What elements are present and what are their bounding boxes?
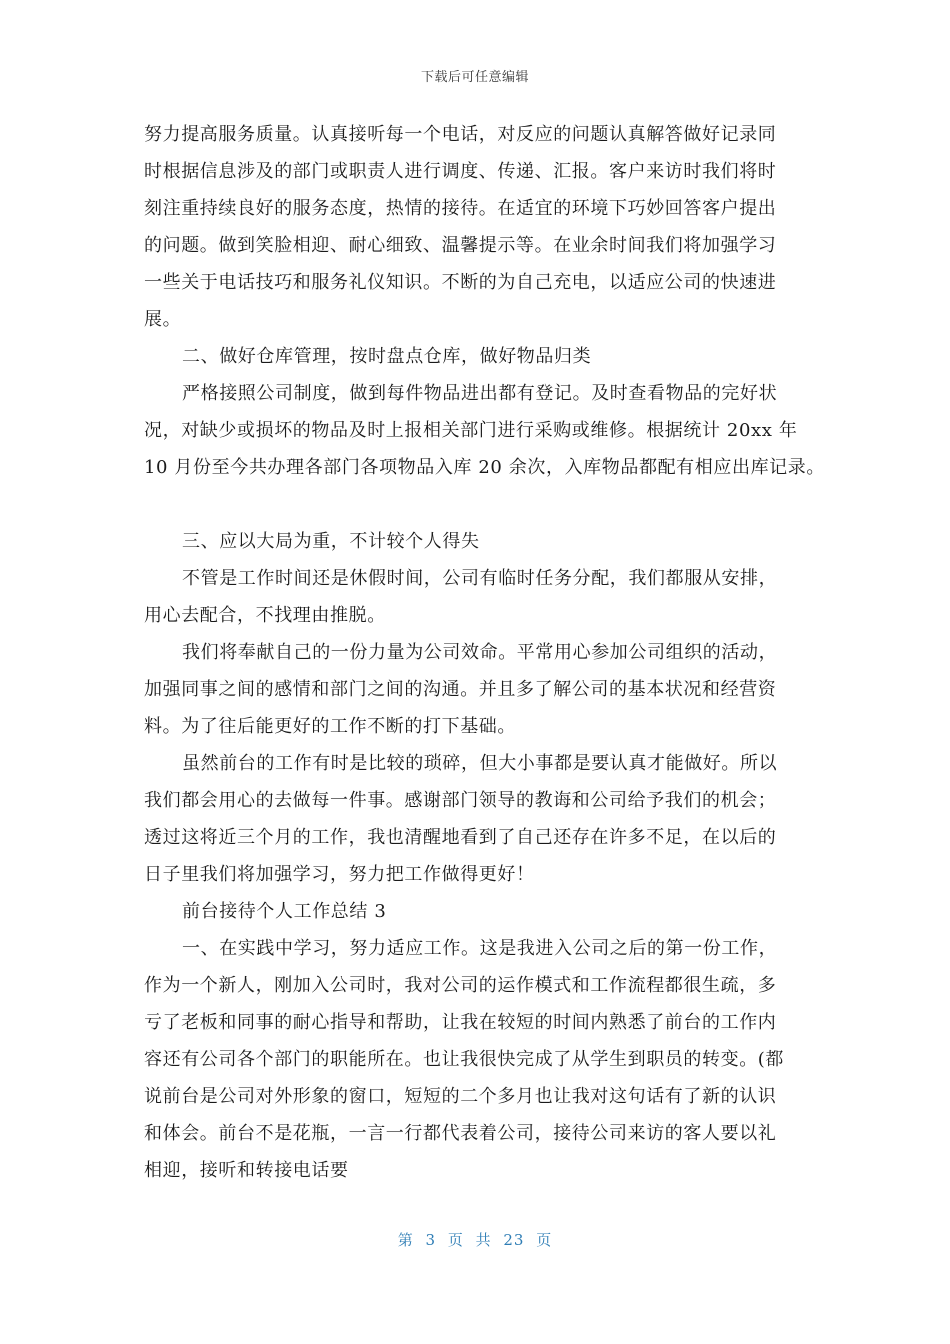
paragraph-line: 时根据信息涉及的部门或职责人进行调度、传递、汇报。客户来访时我们将时 <box>144 161 777 182</box>
paragraph-line: 亏了老板和同事的耐心指导和帮助，让我在较短的时间内熟悉了前台的工作内 <box>144 1012 777 1033</box>
document-body <box>144 116 824 1189</box>
paragraph-line: 我们将奉献自己的一份力量为公司效命。平常用心参加公司组织的活动， <box>182 642 778 663</box>
paragraph-line: 说前台是公司对外形象的窗口，短短的二个多月也让我对这句话有了新的认识 <box>144 1086 777 1107</box>
section-title: 前台接待个人工作总结 3 <box>182 901 387 922</box>
paragraph-line: 日子里我们将加强学习，努力把工作做得更好！ <box>144 864 535 885</box>
paragraph-line: 10 月份至今共办理各部门各项物品入库 20 余次，入库物品都配有相应出库记录。 <box>144 457 825 478</box>
paragraph-line: 我们都会用心的去做每一件事。感谢部门领导的教诲和公司给予我们的机会； <box>144 790 777 811</box>
page-header: 下载后可任意编辑 <box>420 70 529 85</box>
paragraph-line: 刻注重持续良好的服务态度，热情的接待。在适宜的环境下巧妙回答客户提出 <box>144 198 777 219</box>
paragraph-line: 透过这将近三个月的工作，我也清醒地看到了自己还存在许多不足，在以后的 <box>144 827 777 848</box>
paragraph-line: 虽然前台的工作有时是比较的琐碎，但大小事都是要认真才能做好。所以 <box>182 753 778 774</box>
paragraph-line: 不管是工作时间还是休假时间，公司有临时任务分配，我们都服从安排， <box>182 568 778 589</box>
paragraph-line: 容还有公司各个部门的职能所在。也让我很快完成了从学生到职员的转变。(都 <box>144 1049 785 1070</box>
page-footer: 第 3 页 共 23 页 <box>397 1231 553 1249</box>
paragraph-line: 严格接照公司制度，做到每件物品进出都有登记。及时查看物品的完好状 <box>182 383 778 404</box>
paragraph-line: 料。为了往后能更好的工作不断的打下基础。 <box>144 716 516 737</box>
blank-line <box>144 486 824 523</box>
paragraph-line: 一些关于电话技巧和服务礼仪知识。不断的为自己充电，以适应公司的快速进 <box>144 272 777 293</box>
paragraph-line: 展。 <box>144 309 182 330</box>
paragraph-line: 一、在实践中学习，努力适应工作。这是我进入公司之后的第一份工作， <box>182 938 778 959</box>
paragraph-line: 相迎，接听和转接电话要 <box>144 1160 349 1181</box>
paragraph-line: 况，对缺少或损坏的物品及时上报相关部门进行采购或维修。根据统计 20xx 年 <box>144 420 798 441</box>
paragraph-line: 的问题。做到笑脸相迎、耐心细致、温馨提示等。在业余时间我们将加强学习 <box>144 235 777 256</box>
paragraph-line: 努力提高服务质量。认真接听每一个电话，对反应的问题认真解答做好记录同 <box>144 124 777 145</box>
paragraph-line: 用心去配合，不找理由推脱。 <box>144 605 386 626</box>
paragraph-line: 加强同事之间的感情和部门之间的沟通。并且多了解公司的基本状况和经营资 <box>144 679 777 700</box>
paragraph-line: 作为一个新人，刚加入公司时，我对公司的运作模式和工作流程都很生疏，多 <box>144 975 777 996</box>
paragraph-line: 和体会。前台不是花瓶，一言一行都代表着公司，接待公司来访的客人要以礼 <box>144 1123 777 1144</box>
section-heading: 三、应以大局为重，不计较个人得失 <box>182 531 480 552</box>
section-heading: 二、做好仓库管理，按时盘点仓库，做好物品归类 <box>182 346 592 367</box>
